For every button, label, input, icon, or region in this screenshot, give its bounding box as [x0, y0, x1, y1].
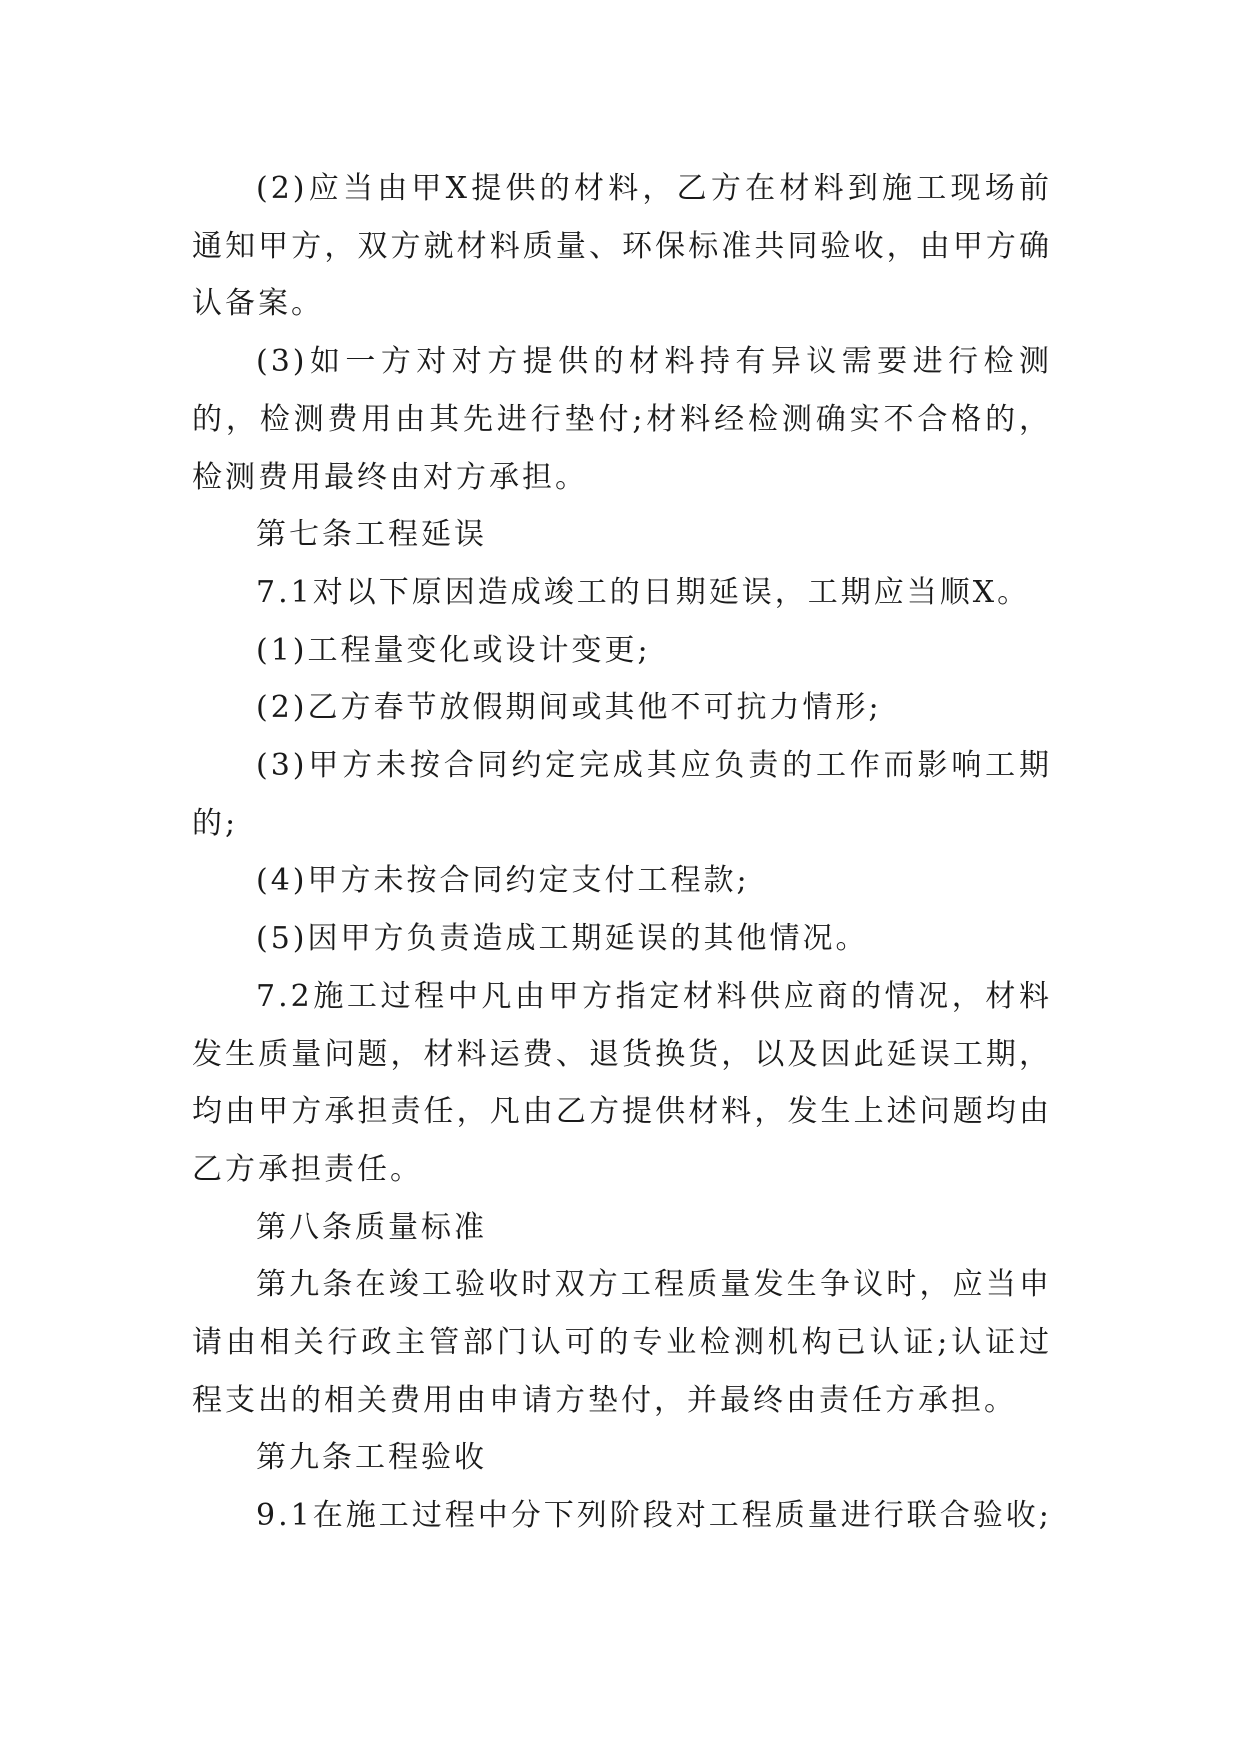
- list-item-delay-5: (5)因甲方负责造成工期延误的其他情况。: [256, 921, 869, 957]
- paragraph-material-supply: (2)应当由甲X提供的材料，乙方在材料到施工现场前通知甲方，双方就材料质量、环保标准共同验收，由甲方确认备案。: [192, 171, 1052, 322]
- paragraph-material-dispute: (3)如一方对对方提供的材料持有异议需要进行检测的，检测费用由其先进行垫付;材料经检测确实不合格的，检测费用最终由对方承担。: [192, 344, 1052, 495]
- list-item-delay-3: (3)甲方未按合同约定完成其应负责的工作而影响工期的;: [192, 748, 1052, 841]
- list-item-delay-4: (4)甲方未按合同约定支付工程款;: [256, 863, 750, 899]
- section-heading-quality: 第八条质量标准: [256, 1209, 487, 1245]
- document-page: [192, 160, 1052, 1545]
- section-heading-acceptance: 第九条工程验收: [256, 1440, 487, 1476]
- list-item-delay-1: (1)工程量变化或设计变更;: [256, 632, 651, 668]
- paragraph-delay-7-1: 7.1对以下原因造成竣工的日期延误，工期应当顺X。: [256, 574, 1031, 610]
- paragraph-delay-7-2: 7.2施工过程中凡由甲方指定材料供应商的情况，材料发生质量问题，材料运费、退货换货，以及因此延误工期，均由甲方承担责任，凡由乙方提供材料，发生上述问题均由乙方承担责任。: [192, 978, 1052, 1187]
- list-item-delay-2: (2)乙方春节放假期间或其他不可抗力情形;: [256, 690, 882, 726]
- paragraph-quality-dispute: 第九条在竣工验收时双方工程质量发生争议时，应当申请由相关行政主管部门认可的专业检测机构已认证;认证过程支出的相关费用由申请方垫付，并最终由责任方承担。: [192, 1267, 1052, 1418]
- paragraph-acceptance-9-1: 9.1在施工过程中分下列阶段对工程质量进行联合验收;: [256, 1498, 1052, 1534]
- section-heading-delay: 第七条工程延误: [256, 517, 487, 553]
